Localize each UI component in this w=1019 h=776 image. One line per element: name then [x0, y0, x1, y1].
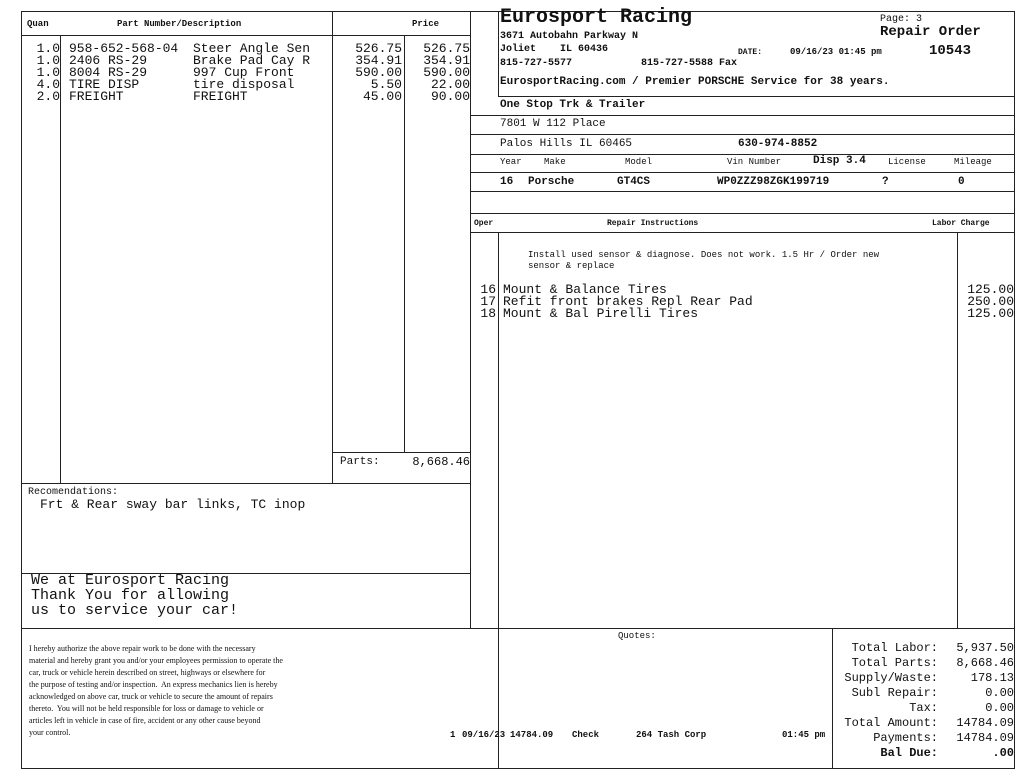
thanks-line-2: Thank You for allowing — [31, 587, 230, 604]
recommendations-label: Recomendations: — [28, 487, 119, 498]
totals-label: Total Labor: — [851, 641, 938, 655]
part-number: FREIGHT — [69, 89, 124, 104]
repair-order-title: Repair Order — [880, 24, 981, 40]
company-address: 3671 Autobahn Parkway N — [500, 31, 639, 42]
quotes-label: Quotes: — [618, 631, 656, 641]
parts-total-line — [332, 452, 470, 453]
parts-total-value: 8,668.46 — [412, 455, 470, 469]
part-unit-price: 590.00 — [355, 65, 402, 80]
payment-time: 01:45 pm — [782, 730, 826, 740]
repair-description: Refit front brakes Repl Rear Pad — [503, 294, 753, 309]
authorization-line: the purpose of testing and/or inspection. An express mechanics lien is hereby — [29, 680, 278, 689]
thanks-line-3: us to service your car! — [31, 602, 239, 619]
totals-value: 0.00 — [985, 686, 1014, 700]
authorization-line: car, truck or vehicle herein described on street, highways or elsewhere for — [29, 668, 266, 677]
repair-op-number: 18 — [480, 306, 496, 321]
authorization-line: articles left in vehicle in case of fire, accident or any other cause beyond — [29, 716, 261, 725]
customer-line-1 — [470, 115, 1015, 116]
totals-label: Subl Repair: — [851, 686, 938, 700]
authorization-top-line — [21, 628, 498, 629]
left-section-divider — [470, 11, 471, 628]
customer-top-line — [498, 96, 1015, 97]
part-extended-price: 354.91 — [423, 53, 470, 68]
parts-bottom-line — [21, 483, 470, 484]
totals-label: Supply/Waste: — [844, 671, 938, 685]
part-qty: 2.0 — [36, 89, 60, 104]
part-number: 958-652-568-04 — [69, 41, 179, 56]
parts-header-part: Part Number/Description — [117, 19, 242, 29]
totals-value: 8,668.46 — [956, 656, 1014, 670]
payment-method: Check — [572, 730, 600, 740]
repair-note-line-2: sensor & replace — [528, 261, 615, 271]
part-qty: 1.0 — [36, 41, 60, 56]
customer-phone: 630-974-8852 — [738, 138, 818, 150]
parts-header-price: Price — [412, 19, 440, 29]
customer-line-3 — [470, 154, 1015, 155]
part-qty: 4.0 — [36, 77, 60, 92]
totals-label: Bal Due: — [880, 746, 938, 760]
customer-city: Palos Hills IL 60465 — [500, 138, 633, 150]
vehicle-header-make: Make — [544, 157, 566, 167]
part-description: FREIGHT — [193, 89, 248, 104]
part-number: TIRE DISP — [69, 77, 140, 92]
vehicle-make: Porsche — [528, 176, 575, 188]
company-city: Joliet IL 60436 — [500, 44, 609, 55]
vehicle-header-year: Year — [500, 157, 522, 167]
authorization-line: acknowledged on above car, truck or vehicle to secure the amount of repairs — [29, 692, 273, 701]
part-qty: 1.0 — [36, 65, 60, 80]
vehicle-header-vin: Vin Number — [727, 157, 782, 167]
payment-reference: 264 Tash Corp — [636, 730, 707, 740]
authorization-line: thereto. You will not be held responsible for loss or damage to vehicle or — [29, 704, 264, 713]
part-unit-price: 45.00 — [362, 89, 402, 104]
page-number: Page: 3 — [880, 14, 923, 25]
thanks-line-1: We at Eurosport Racing — [31, 572, 230, 589]
repair-description: Mount & Balance Tires — [503, 282, 667, 297]
vehicle-mileage: 0 — [958, 176, 965, 188]
repair-note-line-1: Install used sensor & diagnose. Does not work. 1.5 Hr / Order new — [528, 250, 880, 260]
totals-label: Tax: — [909, 701, 938, 715]
parts-total-label: Parts: — [340, 456, 380, 468]
totals-label: Payments: — [873, 731, 938, 745]
part-unit-price: 5.50 — [370, 77, 402, 92]
totals-label: Total Parts: — [851, 656, 938, 670]
part-description: Steer Angle Sen — [193, 41, 311, 56]
authorization-line: material and hereby grant you and/or your employees permission to operate the — [29, 656, 283, 665]
repair-labor-charge: 125.00 — [967, 306, 1014, 321]
totals-value: 5,937.50 — [956, 641, 1014, 655]
part-number: 8004 RS-29 — [69, 65, 148, 80]
vehicle-model: GT4CS — [617, 176, 651, 188]
part-number: 2406 RS-29 — [69, 53, 148, 68]
part-extended-price: 590.00 — [423, 65, 470, 80]
vehicle-bottom-line — [470, 191, 1015, 192]
vehicle-year: 16 — [500, 176, 514, 188]
customer-line-2 — [470, 134, 1015, 135]
totals-value: .00 — [992, 746, 1014, 760]
company-tagline: EurosportRacing.com / Premier PORSCHE Service for 38 years. — [500, 76, 890, 88]
repair-header-bottom-line — [470, 232, 1015, 233]
part-unit-price: 526.75 — [355, 41, 402, 56]
vehicle-header-line — [470, 172, 1015, 173]
repair-description: Mount & Bal Pirelli Tires — [503, 306, 699, 321]
repair-labor-charge: 250.00 — [967, 294, 1014, 309]
part-description: tire disposal — [193, 77, 295, 92]
repair-header-instructions: Repair Instructions — [607, 219, 699, 228]
totals-label: Total Amount: — [844, 716, 938, 730]
part-extended-price: 22.00 — [430, 77, 470, 92]
repair-op-number: 16 — [480, 282, 496, 297]
order-number: 10543 — [929, 43, 972, 59]
totals-value: 14784.09 — [956, 731, 1014, 745]
vehicle-header-disp: Disp 3.4 — [813, 155, 866, 167]
repair-header-top-line — [470, 213, 1015, 214]
authorization-line: your control. — [29, 728, 71, 737]
vehicle-license: ? — [882, 176, 889, 188]
customer-street: 7801 W 112 Place — [500, 118, 606, 130]
parts-col-divider-1 — [60, 35, 61, 483]
parts-header-quan: Quan — [27, 19, 49, 29]
company-fax: 815-727-5588 Fax — [641, 58, 738, 69]
repair-op-number: 17 — [480, 294, 496, 309]
part-description: Brake Pad Cay R — [193, 53, 311, 68]
totals-value: 14784.09 — [956, 716, 1014, 730]
totals-value: 0.00 — [985, 701, 1014, 715]
part-qty: 1.0 — [36, 53, 60, 68]
part-description: 997 Cup Front — [193, 65, 295, 80]
payment-seq: 1 — [450, 730, 456, 740]
vehicle-header-mileage: Mileage — [954, 157, 992, 167]
company-name: Eurosport Racing — [500, 6, 693, 29]
totals-value: 178.13 — [970, 671, 1014, 685]
part-extended-price: 90.00 — [430, 89, 470, 104]
recommendations-text: Frt & Rear sway bar links, TC inop — [40, 497, 306, 512]
repair-bottom-line — [498, 628, 1015, 629]
customer-name: One Stop Trk & Trailer — [500, 99, 646, 111]
payment-date: 09/16/23 — [462, 730, 506, 740]
header-left-divider — [498, 11, 499, 96]
vehicle-header-license: License — [888, 157, 926, 167]
part-extended-price: 526.75 — [423, 41, 470, 56]
repair-oper-divider — [498, 232, 499, 769]
repair-labor-charge: 125.00 — [967, 282, 1014, 297]
repair-header-oper: Oper — [474, 219, 494, 228]
date-label: DATE: — [738, 48, 763, 57]
vehicle-header-model: Model — [625, 157, 653, 167]
authorization-line: I hereby authorize the above repair work to be done with the necessary — [29, 644, 256, 653]
vehicle-vin: WP0ZZZ98ZGK199719 — [717, 176, 830, 188]
part-unit-price: 354.91 — [355, 53, 402, 68]
repair-header-labor: Labor Charge — [932, 219, 990, 228]
date-value: 09/16/23 01:45 pm — [790, 47, 882, 57]
payment-amount: 14784.09 — [510, 730, 554, 740]
parts-header-line — [21, 35, 470, 36]
company-phone: 815-727-5577 — [500, 58, 573, 69]
